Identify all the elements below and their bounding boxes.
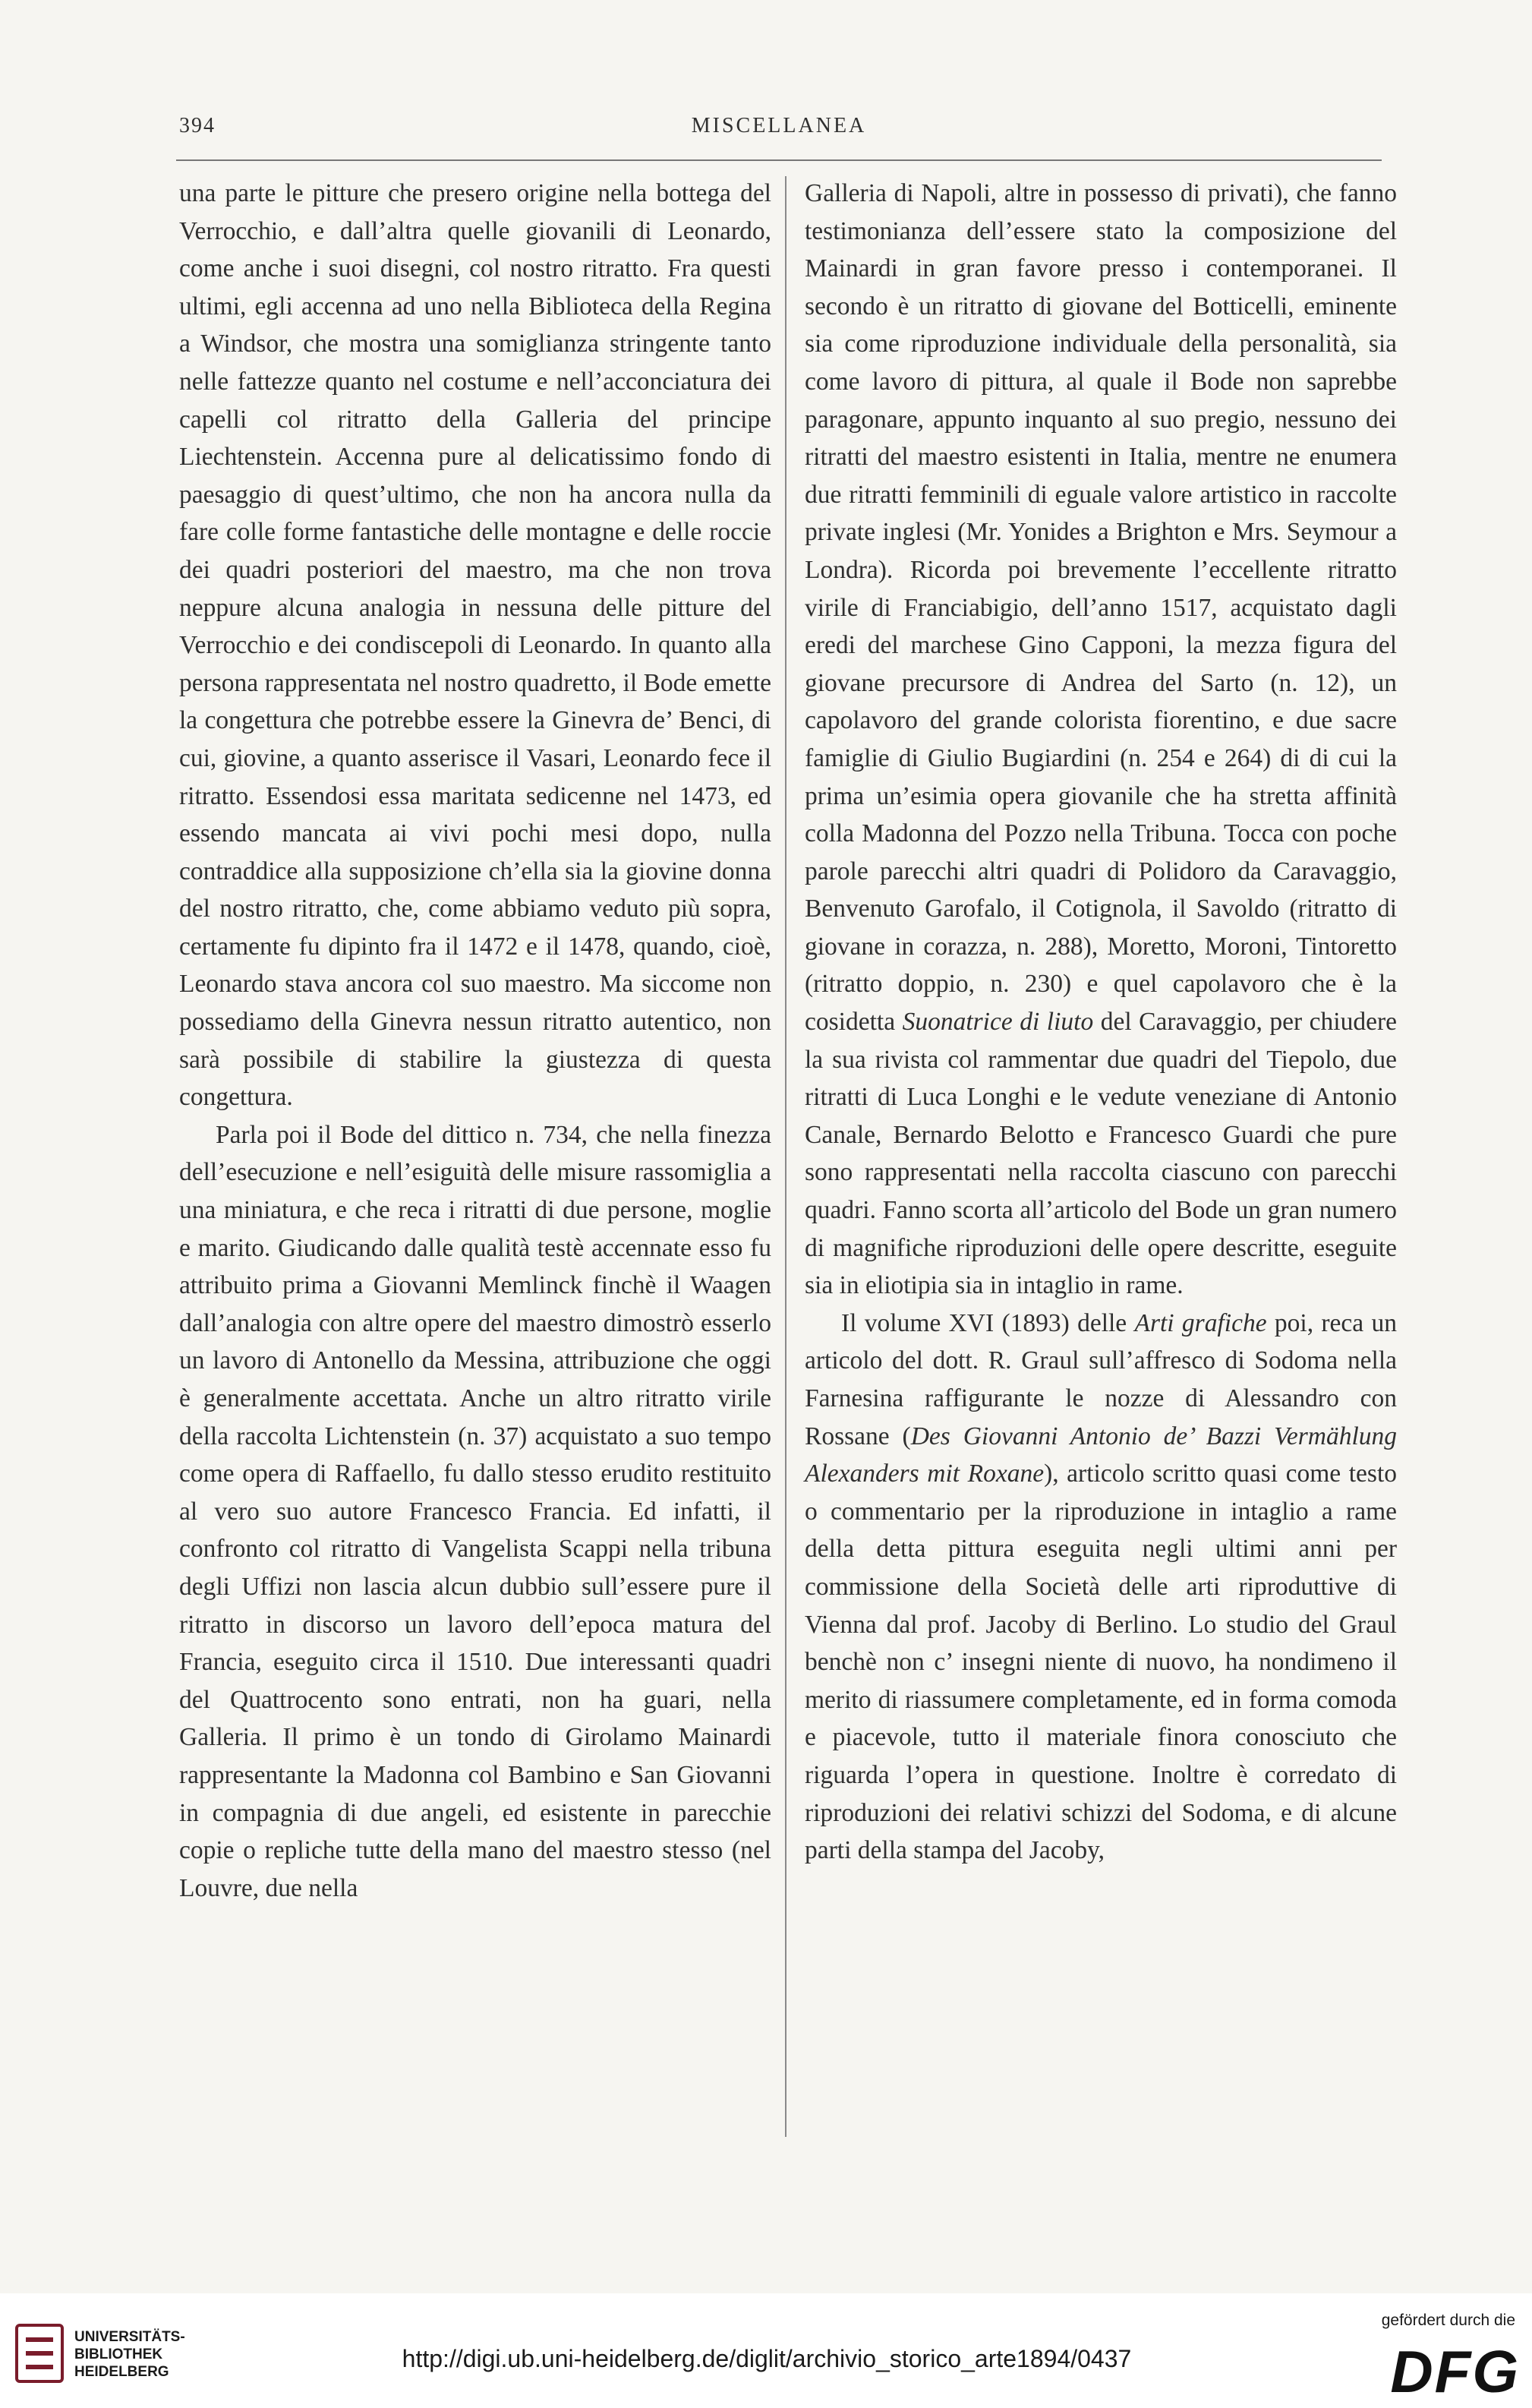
text-run: del Caravaggio, per chiudere la sua rivista col rammentar due quadri del Tiepolo, due ritratti di Luca Longhi e le vedute veneziane di Antonio Canale, Bernardo Belotto e Francesco Guardi che pure sono rappresentati nella raccolta ciascuno con parecchi quadri. Fanno scorta all’articolo del Bode un gran numero di magnifiche riproduzioni delle opere descritte, eseguite sia in eliotipia sia in intaglio in rame. — [805, 1008, 1398, 1300]
paragraph: una parte le pitture che presero origine nella bottega del Verrocchio, e dall’altra quelle giovanili di Leonardo, come anche i suoi disegni, col nostro ritratto. Fra questi ultimi, egli accenna ad uno nella Biblioteca della Regina a Windsor, che mostra una somiglianza stringente tanto nelle fattezze quanto nel costume e nell’acconciatura dei capelli col ritratto della Galleria del principe Liechtenstein. Accenna pure al delicatissimo fondo di paesaggio di quest’ultimo, che non ha ancora nulla da fare colle forme fantastiche delle montagne e delle roccie dei quadri posteriori del maestro, ma che non trova neppure alcuna analogia in nessuna delle pitture del Verrocchio e dei condiscepoli di Leonardo. In quanto alla persona rappresentata nel nostro quadretto, il Bode emette la congettura che potrebbe essere la Ginevra de’ Benci, di cui, giovine, a quanto asserisce il Vasari, Leonardo fece il ritratto. Essendosi essa maritata sedicenne nel 1473, ed essendo mancata ai vivi pochi mesi dopo, nulla contraddice alla supposizione ch’ella sia la giovine donna del nostro ritratto, che, come abbiamo veduto più sopra, certamente fu dipinto fra il 1472 e il 1478, quando, cioè, Leonardo stava ancora col suo maestro. Ma siccome non possediamo della Ginevra nessun ritratto autentico, non sarà possibile di stabilire la giustezza di questa congettura. — [179, 179, 771, 1112]
paragraph — [805, 175, 1397, 1305]
library-name-line: BIBLIOTHEK — [74, 2346, 163, 2362]
italic-title: Arti grafiche — [1134, 1308, 1267, 1337]
running-head — [179, 114, 1379, 144]
permalink-url[interactable]: http://digi.ub.uni-heidelberg.de/diglit/archivio_storico_arte1894/0437 — [402, 2345, 1132, 2372]
italic-title: Suonatrice di liuto — [902, 1008, 1094, 1037]
right-column — [805, 175, 1397, 1870]
text-run: poi, reca un articolo del dott. R. Graul sull’affresco di Sodoma nella Farnesina raffigurante le nozze di Alessandro con Rossane ( — [805, 1308, 1397, 1450]
text-run: Il volume XVI (1893) delle — [841, 1308, 1135, 1337]
text-run: Galleria di Napoli, altre in possesso di privati), che fanno testimonianza dell’essere stato la composizione del Mainardi in gran favore presso i contemporanei. Il secondo è un ritratto di giovane del Botticelli, eminente sia come riproduzione individuale della personalità, sia come lavoro di pittura, al quale il Bode non saprebbe paragonare, appunto inquanto al suo pregio, nessuno dei ritratti del maestro esistenti in Italia, mentre ne enumera due ritratti femminili di eguale valore artistico in raccolte private inglesi (Mr. Yonides a Brighton e Mrs. Seymour a Londra). Ricorda poi brevemente l’eccellente ritratto virile di Franciabigio, dell’anno 1517, acquistato dagli eredi del marchese Gino Capponi, la mezza figura del giovane precursore di Andrea del Sarto (n. 12), un capolavoro del grande colorista fiorentino, e due sacre famiglie di Giulio Bugiardini (n. 254 e 264) di di cui la prima un’esimia opera giovanile che ha stretta affinità colla Madonna del Pozzo nella Tribuna. Tocca con poche parole parecchi altri quadri di Polidoro da Caravaggio, Benvenuto Garofalo, il Cotignola, il Savoldo (ritratto di giovane in corazza, n. 288), Moretto, Moroni, Tintoretto (ritratto doppio, n. 230) e quel capolavoro che è la cosidetta — [805, 179, 1397, 1037]
text-run: ), articolo scritto quasi come testo o commentario per la riproduzione in intaglio a rame della detta pittura eseguita negli ultimi anni per commissione della Società delle arti riproduttive di Vienna dal prof. Jacoby di Berlino. Lo studio del Graul benchè non c’ insegni niente di nuovo, ha nondimeno il merito di riassumere completamente, ed in forma comoda e piacevole, tutto il materiale finora conosciuto che riguarda l’opera in questione. Inoltre è corredato di riproduzioni dei relativi schizzi del Sodoma, e di alcune parti della stampa del Jacoby, — [805, 1460, 1398, 1865]
paragraph: Parla poi il Bode del dittico n. 734, che nella finezza dell’esecuzione e nell’esiguità delle misure rassomiglia a una miniatura, e che reca i ritratti di due persone, moglie e marito. Giudicando dalle qualità testè accennate esso fu attribuito prima a Giovanni Memlinck finchè il Waagen dall’analogia con altre opere del maestro dimostrò esserlo un lavoro di Antonello da Messina, attribuzione che oggi è generalmente accettata. Anche un altro ritratto virile della raccolta Lichtenstein (n. 37) acquistato a suo tempo come opera di Raffaello, fu dallo stesso erudito restituito al vero suo autore Francesco Francia. Ed infatti, il confronto col ritratto di Vangelista Scappi nella tribuna degli Uffizi non lascia alcun dubbio sull’essere pure il ritratto in discorso un lavoro dell’epoca matura del Francia, eseguito circa il 1510. Due interessanti quadri del Quattrocento sono entrati, non ha guari, nella Galleria. Il primo è un tondo di Girolamo Mainardi rappresentante la Madonna col Bambino e San Giovanni in compagnia di due angeli, ed esistente in parecchie copie o repliche tutte della mano del maestro stesso (nel Louvre, due nella — [179, 1120, 771, 1902]
section-title: MISCELLANEA — [691, 114, 867, 137]
page-number: 394 — [179, 114, 216, 137]
left-column — [179, 175, 771, 1907]
university-logo-icon — [15, 2324, 64, 2383]
library-name-line: HEIDELBERG — [74, 2364, 169, 2380]
library-name-line: UNIVERSITÄTS- — [74, 2329, 185, 2345]
dfg-logo: DFG — [1390, 2338, 1520, 2405]
italic-title: Des Giovanni Antonio de’ Bazzi Vermählung Alexanders mit Roxane — [805, 1422, 1398, 1488]
sponsor-text: gefördert durch die — [1381, 2312, 1515, 2329]
paragraph — [805, 1305, 1397, 1870]
column-divider — [785, 176, 786, 2137]
digitization-footer — [0, 2293, 1532, 2408]
library-name — [74, 2328, 226, 2381]
header-rule — [176, 159, 1382, 161]
